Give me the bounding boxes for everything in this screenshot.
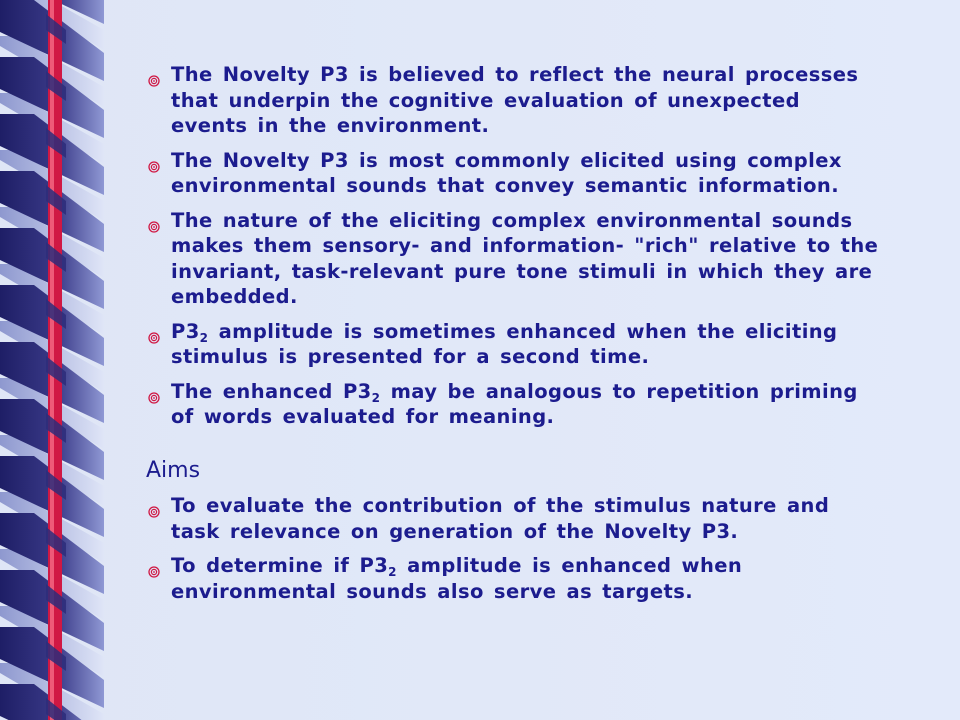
bullet-text: To determine if P3 [171,554,389,577]
bullet-item [144,553,884,604]
bullet-text: The Novelty P3 is most commonly elicited using complex environmental sounds that convey semantic information. [171,148,842,197]
bullet-text: may be analogous to repetition priming of words evaluated for meaning. [171,379,858,428]
bullet-item [144,148,884,199]
ribbon-decoration [0,0,112,720]
subscript: 2 [371,390,381,405]
bullet-text: The enhanced P3 [171,379,372,403]
spiral-bullet-icon [148,325,160,337]
bullet-text: amplitude is enhanced when environmental sounds also serve as targets. [171,554,743,603]
aims-bullet-list [144,493,884,613]
bullet-text: P3 [171,319,200,343]
spiral-bullet-icon [148,559,160,571]
spiral-bullet-icon [148,385,160,397]
spiral-bullet-icon [148,214,160,226]
spiral-bullet-icon [148,499,160,511]
bullet-item [144,319,884,370]
bullet-text: To evaluate the contribution of the stimulus nature and task relevance on generation of the Novelty P3. [171,494,830,543]
aims-heading: Aims [146,458,201,483]
bullet-item [144,208,884,310]
spiral-bullet-icon [148,154,160,166]
intro-bullet-list [144,62,884,439]
subscript: 2 [388,565,397,579]
subscript: 2 [199,330,209,345]
bullet-text: The nature of the eliciting complex environmental sounds makes them sensory- and information- "rich" relative to the invariant, task-relevant pure tone stimuli in which they are embedded. [171,208,879,308]
bullet-item [144,379,884,430]
bullet-item [144,62,884,139]
bullet-text: The Novelty P3 is believed to reflect the neural processes that underpin the cognitive evaluation of unexpected events in the environment. [171,63,859,137]
bullet-item [144,493,884,544]
bullet-text: amplitude is sometimes enhanced when the eliciting stimulus is presented for a second time. [171,319,838,368]
spiral-bullet-icon [148,68,160,80]
